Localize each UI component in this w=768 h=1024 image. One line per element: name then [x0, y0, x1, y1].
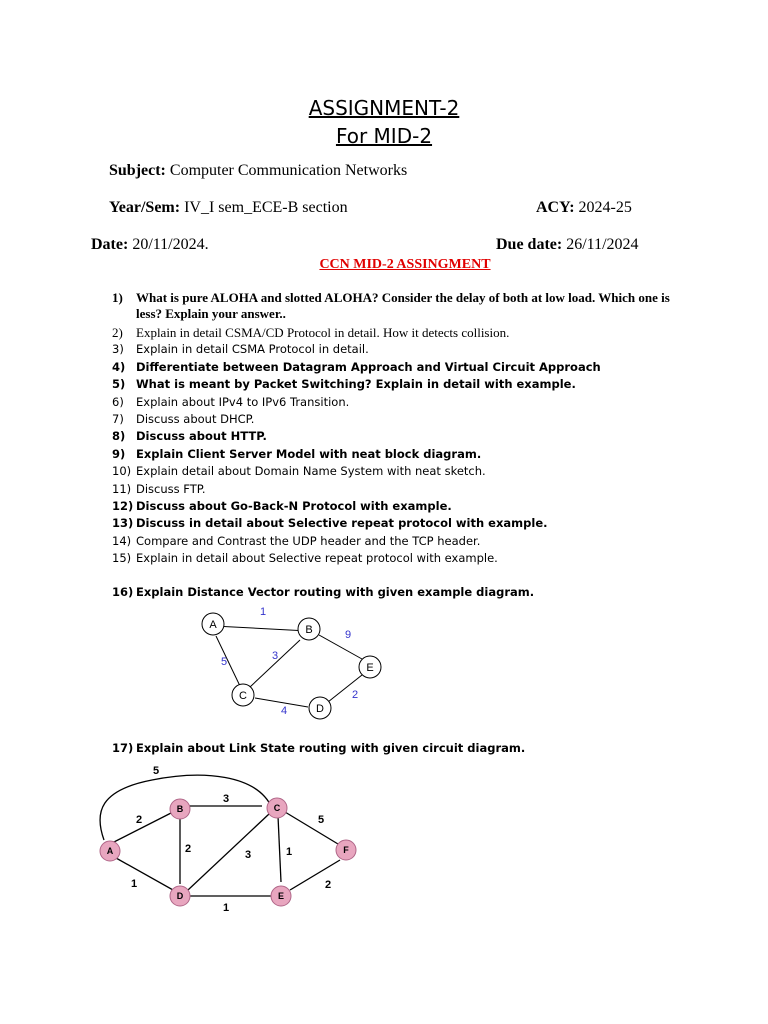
- edge-a-d: [116, 858, 173, 890]
- title-line-2: For MID-2: [335, 124, 433, 148]
- distance-vector-diagram: [190, 603, 400, 728]
- node-e-label: E: [277, 891, 285, 901]
- weight-a-c: 5: [220, 656, 228, 668]
- weight-c-d: 3: [244, 849, 252, 861]
- question-item: 2) Explain in detail CSMA/CD Protocol in detail. How it detects collision.: [112, 325, 510, 340]
- question-list: [112, 290, 672, 568]
- node-d-label: D: [316, 703, 324, 715]
- weight-d-e: 1: [222, 902, 230, 914]
- node-b-label: B: [305, 624, 313, 636]
- weight-c-f: 5: [317, 814, 325, 826]
- weight-b-c: 3: [271, 650, 279, 662]
- question-item: 13) Discuss in detail about Selective repeat protocol with example.: [112, 516, 548, 531]
- question-item: 7) Discuss about DHCP.: [112, 412, 255, 427]
- subject-value: Computer Communication Networks: [169, 162, 408, 179]
- subject-row: [109, 162, 407, 180]
- question-item: 5) What is meant by Packet Switching? Explain in detail with example.: [112, 377, 576, 392]
- weight-b-d: 2: [184, 843, 192, 855]
- question-item: 12) Discuss about Go-Back-N Protocol with example.: [112, 499, 452, 514]
- title-line-1: ASSIGNMENT-2: [308, 96, 460, 120]
- node-a-label: A: [106, 846, 114, 856]
- question-item: 4) Differentiate between Datagram Approach and Virtual Circuit Approach: [112, 359, 601, 374]
- question-17: 17) Explain about Link State routing with given circuit diagram.: [112, 741, 526, 755]
- weight-c-d: 4: [280, 705, 288, 717]
- date-label: Date:: [91, 236, 129, 253]
- weight-d-e: 2: [351, 689, 359, 701]
- date-row: [91, 236, 209, 254]
- yearsem-label: Year/Sem:: [109, 199, 181, 216]
- question-item: 14) Compare and Contrast the UDP header and the TCP header.: [112, 533, 481, 548]
- weight-a-b: 2: [135, 814, 143, 826]
- question-16: 16) Explain Distance Vector routing with given example diagram.: [112, 585, 535, 599]
- node-c-label: C: [273, 803, 281, 813]
- acy-row: [536, 199, 632, 217]
- date-value: 20/11/2024.: [132, 236, 209, 253]
- edge-c-d: [188, 814, 269, 890]
- yearsem-value: IV_I sem_ECE-B section: [184, 199, 348, 216]
- node-d-label: D: [176, 891, 184, 901]
- edge-b-e: [319, 635, 362, 659]
- weight-b-e: 9: [344, 629, 352, 641]
- weight-a-b: 1: [259, 606, 267, 618]
- link-state-diagram: [92, 762, 372, 917]
- yearsem-row: [109, 199, 348, 217]
- node-f-label: F: [343, 845, 349, 855]
- acy-label: ACY:: [536, 199, 575, 216]
- question-item: 3) Explain in detail CSMA Protocol in detail.: [112, 342, 369, 357]
- node-a-label: A: [209, 619, 217, 631]
- question-item: 11) Discuss FTP.: [112, 481, 206, 496]
- weight-e-f: 2: [324, 879, 332, 891]
- question-item: 8) Discuss about HTTP.: [112, 429, 267, 444]
- weight-b-c: 3: [222, 793, 230, 805]
- edge-c-e: [278, 816, 281, 882]
- question-item: 10) Explain detail about Domain Name System with neat sketch.: [112, 464, 486, 479]
- edge-e-f: [290, 860, 340, 890]
- node-e-label: E: [366, 662, 374, 674]
- node-c-label: C: [239, 690, 247, 702]
- edge-a-b: [214, 626, 308, 631]
- acy-value: 2024-25: [578, 199, 632, 216]
- assignment-heading: CCN MID-2 ASSINGMENT: [319, 257, 491, 272]
- edge-b-c: [250, 640, 300, 687]
- weight-a-d: 1: [130, 878, 138, 890]
- weight-a-c-arc: 5: [152, 765, 160, 777]
- due-date-value: 26/11/2024: [566, 236, 639, 253]
- edge-a-c: [216, 636, 240, 686]
- due-date-row: [496, 236, 639, 254]
- question-item: 15) Explain in detail about Selective repeat protocol with example.: [112, 551, 498, 566]
- subject-label: Subject:: [109, 162, 166, 179]
- node-b-label: B: [176, 804, 184, 814]
- edge-c-f: [285, 812, 338, 844]
- question-item: 1) What is pure ALOHA and slotted ALOHA? Consider the delay of both at low load. Which one is less? Explain your answer..: [112, 290, 670, 321]
- question-item: 6) Explain about IPv4 to IPv6 Transition.: [112, 394, 350, 409]
- weight-c-e: 1: [285, 846, 293, 858]
- due-date-label: Due date:: [496, 236, 563, 253]
- question-item: 9) Explain Client Server Model with neat block diagram.: [112, 446, 482, 461]
